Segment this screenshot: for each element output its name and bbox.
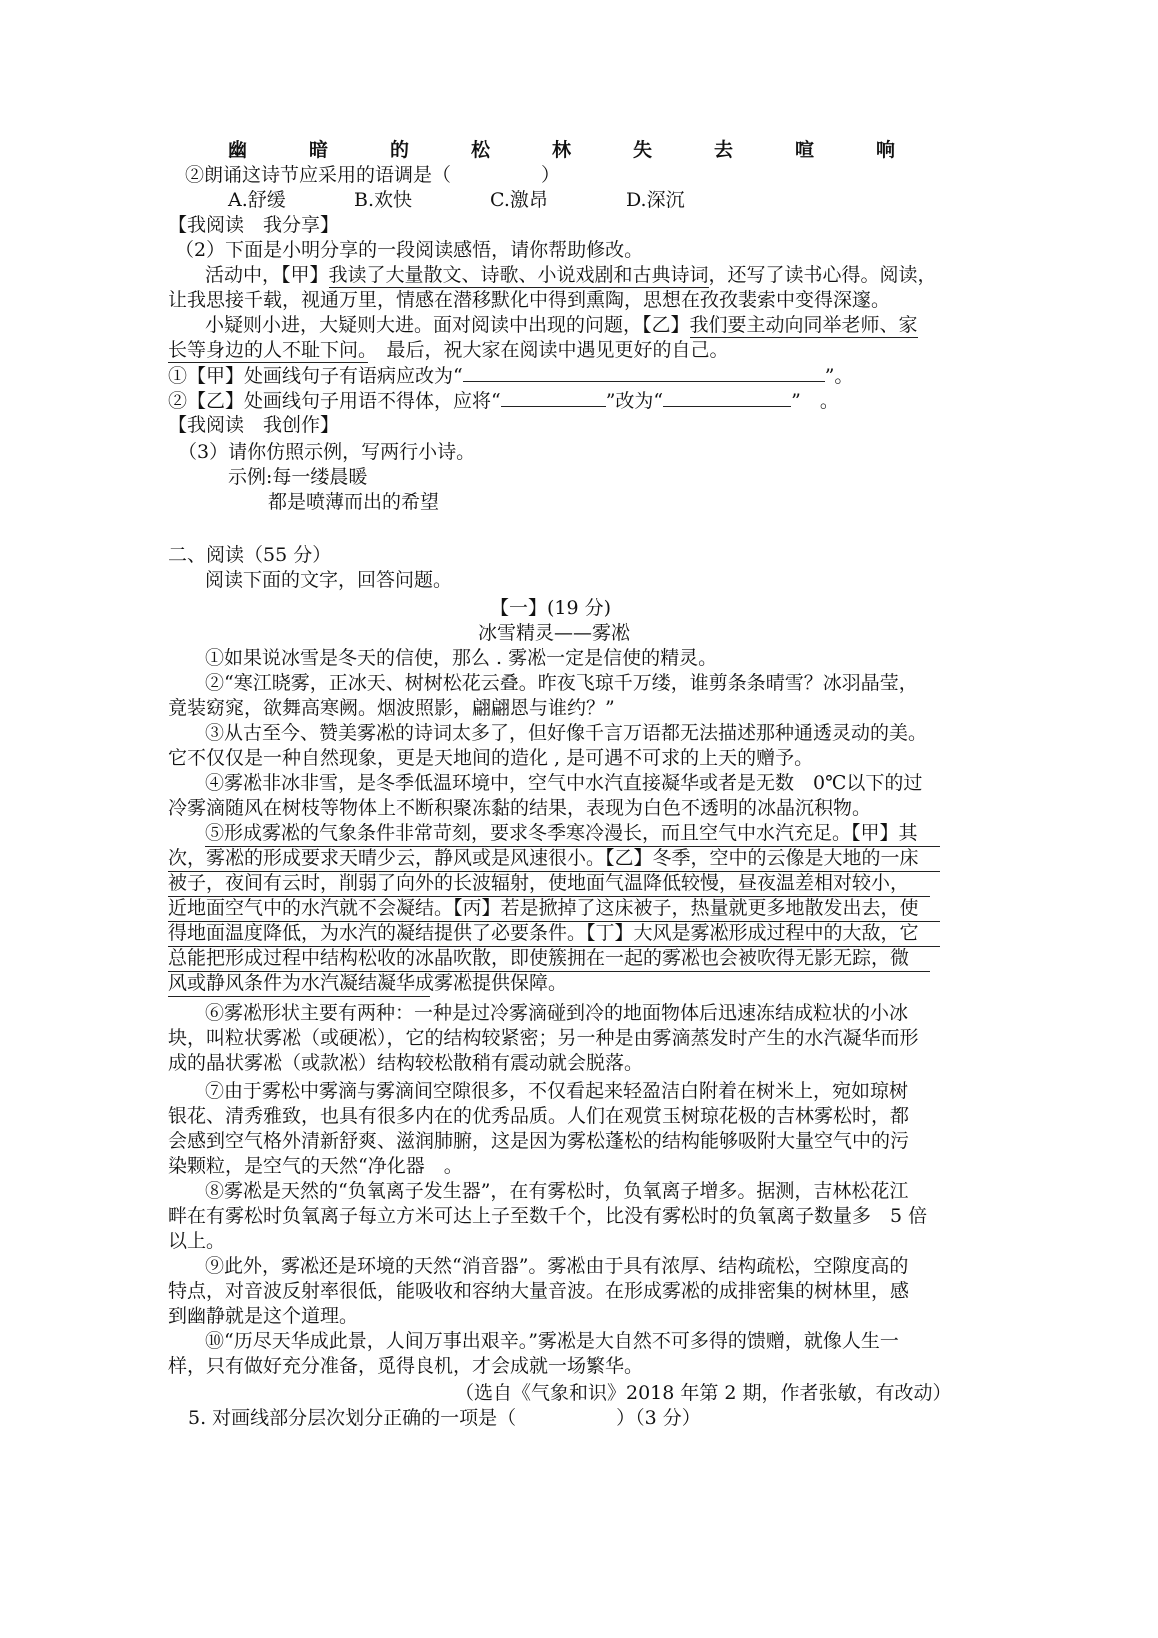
share-para-2-line-1: 小疑则小进，大疑则大进。面对阅读中出现的问题，【乙】我们要主动向同举老师、家 xyxy=(205,314,918,336)
underline-rule xyxy=(168,896,930,897)
paragraph-7-line-3: 会感到空气格外清新舒爽、滋润肺腑，这是因为雾松蓬松的结构能够吸附大量空气中的污 xyxy=(168,1130,910,1152)
question-2-tone: ②朗诵这诗节应采用的语调是（ ） xyxy=(185,164,561,186)
paragraph-5-line-7: 风或静风条件为水汽凝结凝华成雾凇提供保障。 xyxy=(168,972,568,994)
poem-char: 响 xyxy=(876,139,896,161)
part-heading: 【一】(19 分) xyxy=(490,597,612,619)
question-create: （3）请你仿照示例，写两行小诗。 xyxy=(178,441,476,463)
poem-char: 暗 xyxy=(309,139,329,161)
underline-rule xyxy=(168,971,930,972)
paragraph-9-line-1: ⑨此外，雾凇还是环境的天然“消音器”。雾凇由于具有浓厚、结构疏松，空隙度高的 xyxy=(205,1255,909,1277)
underlined-sentence-yi-b: 长等身边的人不耻下问。 xyxy=(168,339,368,361)
paragraph-5-line-5: 得地面温度降低，为水汽的凝结提供了必要条件。【丁】大风是雾凇形成过程中的大敌，它 xyxy=(168,922,919,944)
poem-char: 失 xyxy=(633,139,653,161)
paragraph-6-line-1: ⑥雾凇形状主要有两种：一种是过冷雾滴碰到冷的地面物体后迅速冻结成粒状的小冰 xyxy=(205,1002,909,1024)
fix-item-2: ②【乙】处画线句子用语不得体，应将“ ”改为“ ” 。 xyxy=(168,390,839,412)
paragraph-8-line-2: 畔在有雾松时负氧离子每立方米可达上子至数千个，比没有雾松时的负氧离子数量多 5 倍 xyxy=(168,1205,928,1227)
paragraph-9-line-2: 特点，对音波反射率很低，能吸收和容纳大量音波。在形成雾凇的成排密集的树林里，感 xyxy=(168,1280,910,1302)
paragraph-7-line-4: 染颗粒，是空气的天然“净化器 。 xyxy=(168,1155,463,1177)
paragraph-4-line-2: 冷雾滴随风在树枝等物体上不断积聚冻黏的结果，表现为白色不透明的冰晶沉积物。 xyxy=(168,797,872,819)
poem-char: 去 xyxy=(714,139,734,161)
article-title: 冰雪精灵——雾凇 xyxy=(478,622,631,644)
option-d: D.深沉 xyxy=(626,189,685,211)
paragraph-5-line-1: ⑤形成雾凇的气象条件非常苛刻，要求冬季寒冷漫长，而且空气中水汽充足。【甲】其 xyxy=(205,822,918,844)
paragraph-5-line-6: 总能把形成过程中结构松收的冰晶吹散，即使簇拥在一起的雾凇也会被吹得无影无踪，微 xyxy=(168,947,910,969)
underline-rule xyxy=(168,871,940,872)
poem-char: 林 xyxy=(552,139,572,161)
example-line-2: 都是喷薄而出的希望 xyxy=(268,491,440,513)
option-c: C.激昂 xyxy=(490,189,548,211)
section-share-heading: 【我阅读 我分享】 xyxy=(168,214,340,236)
paragraph-10-line-2: 样，只有做好充分准备，觅得良机，才会成就一场繁华。 xyxy=(168,1355,644,1377)
question-share: （2）下面是小明分享的一段阅读感悟，请你帮助修改。 xyxy=(175,239,644,261)
question-2-prompt: ②朗诵这诗节应采用的语调是（ xyxy=(185,164,452,186)
answer-blank-2b[interactable] xyxy=(663,388,791,407)
paragraph-5-line-3: 被子，夜间有云时，削弱了向外的长波辐射，使地面气温降低较慢，昼夜温差相对较小， xyxy=(168,872,910,894)
paragraph-9-line-3: 到幽静就是这个道理。 xyxy=(168,1305,359,1327)
reading-instruction: 阅读下面的文字，回答问题。 xyxy=(205,569,453,591)
poem-char: 喧 xyxy=(795,139,815,161)
paragraph-5-line-2: 次，雾凇的形成要求天晴少云，静风或是风速很小。【乙】冬季，空中的云像是大地的一床 xyxy=(168,847,919,869)
example-line-1: 示例:每一缕晨暖 xyxy=(228,466,368,488)
reading-heading: 二、阅读（55 分） xyxy=(168,544,332,566)
paragraph-8-line-1: ⑧雾凇是天然的“负氧离子发生器”，在有雾松时，负氧离子增多。据测，吉林松花江 xyxy=(205,1180,909,1202)
paragraph-7-line-2: 银花、清秀雅致，也具有很多内在的优秀品质。人们在观赏玉树琼花极的吉林雾松时，都 xyxy=(168,1105,910,1127)
question-5: 5. 对画线部分层次划分正确的一项是（ ）（3 分） xyxy=(188,1407,701,1429)
source-citation: （选自《气象和识》2018 年第 2 期，作者张敏，有改动） xyxy=(455,1382,952,1404)
paragraph-5-line-4: 近地面空气中的水汽就不会凝结。【丙】若是掀掉了这床被子，热量就更多地散发出去，使 xyxy=(168,897,919,919)
paragraph-2-line-1: ②“寒江晓雾，正冰天、树树松花云叠。昨夜飞琼千万缕，谁剪条条晴雪？冰羽晶莹， xyxy=(205,672,918,694)
answer-blank-1[interactable] xyxy=(463,363,825,382)
paragraph-2-line-2: 竟装窈窕，欲舞高寒阙。烟波照影，翩翩恩与谁约？” xyxy=(168,697,615,719)
paragraph-6-line-2: 块，叫粒状雾凇（或硬凇），它的结构较紧密；另一种是由雾滴蒸发时产生的水汽凝华而形 xyxy=(168,1027,919,1049)
poem-char: 的 xyxy=(390,139,410,161)
option-a: A.舒缓 xyxy=(228,189,286,211)
option-b: B.欢快 xyxy=(354,189,413,211)
question-5-prompt: 5. 对画线部分层次划分正确的一项是（ xyxy=(188,1407,517,1429)
paragraph-1: ①如果说冰雪是冬天的信使，那么 . 雾凇一定是信使的精灵。 xyxy=(205,647,718,669)
answer-blank-2a[interactable] xyxy=(501,388,606,407)
paragraph-10-line-1: ⑩“历尽天华成此景，人间万事出艰辛。”雾凇是大自然不可多得的馈赠，就像人生一 xyxy=(205,1330,899,1352)
share-para-1-line-1: 活动中，【甲】我读了大量散文、诗歌、小说戏剧和古典诗词，还写了读书心得。阅读， xyxy=(205,264,937,286)
poem-char: 松 xyxy=(471,139,491,161)
fix-item-1: ①【甲】处画线句子有语病应改为“ ”。 xyxy=(168,365,854,387)
underline-rule xyxy=(205,846,940,847)
poem-line xyxy=(228,138,957,162)
underline-rule xyxy=(168,946,940,947)
paragraph-7-line-1: ⑦由于雾松中雾滴与雾滴间空隙很多，不仅看起来轻盈洁白附着在树米上，宛如琼树 xyxy=(205,1080,909,1102)
paragraph-3-line-2: 它不仅仅是一种自然现象，更是天地间的造化 , 是可遇不可求的上天的赠予。 xyxy=(168,747,814,769)
underline-rule xyxy=(168,921,940,922)
underline-rule xyxy=(168,996,430,997)
paragraph-3-line-1: ③从古至今、赞美雾凇的诗词太多了，但好像千言万语都无法描述那种通透灵动的美。 xyxy=(205,722,928,744)
share-para-1-line-2: 让我思接千载，视通万里，情感在潜移默化中得到熏陶，思想在孜孜裴索中变得深邃。 xyxy=(168,289,891,311)
paragraph-6-line-3: 成的晶状雾凇（或款凇）结构较松散稍有震动就会脱落。 xyxy=(168,1052,644,1074)
share-para-2-line-2: 长等身边的人不耻下问。 最后，祝大家在阅读中遇见更好的自己。 xyxy=(168,339,729,361)
underlined-sentence-jia: 我读了大量散文、诗歌、小说戏剧和古典诗词 xyxy=(328,264,709,286)
section-create-heading: 【我阅读 我创作】 xyxy=(168,414,340,436)
paragraph-4-line-1: ④雾凇非冰非雪，是冬季低温环境中，空气中水汽直接凝华或者是无数 0℃以下的过 xyxy=(205,772,923,794)
paragraph-8-line-3: 以上。 xyxy=(168,1230,226,1252)
tone-options xyxy=(228,188,685,212)
poem-char: 幽 xyxy=(228,139,248,161)
underlined-sentence-yi-a: 我们要主动向同举老师、家 xyxy=(689,314,918,336)
